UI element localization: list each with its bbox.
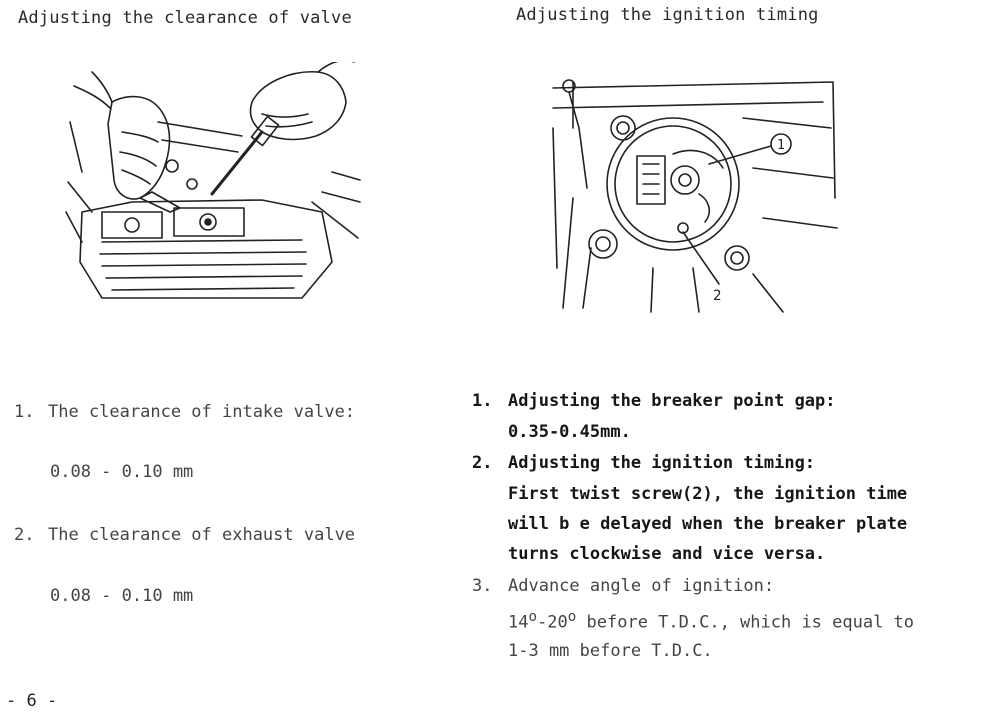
advance-angle-item [472, 576, 774, 596]
exhaust-valve-item [14, 525, 355, 545]
ignition-timing-number: 2. [472, 453, 493, 473]
breaker-gap-label: Adjusting the breaker point gap: [508, 391, 836, 411]
breaker-gap-item [472, 391, 836, 411]
valve-clearance-heading: Adjusting the clearance of valve [18, 8, 352, 28]
valve-adjustment-illustration [62, 62, 362, 308]
callout-1-label: 1 [777, 138, 785, 153]
advance-angle-value [508, 607, 914, 633]
intake-valve-item [14, 402, 355, 422]
intake-valve-value: 0.08 - 0.10 mm [50, 462, 194, 482]
callout-2-label: 2 [713, 288, 722, 304]
angle-from: 14 [508, 612, 529, 633]
page-number: - 6 - [6, 691, 58, 711]
ignition-timing-label: Adjusting the ignition timing: [508, 453, 816, 473]
angle-to: 20 [547, 612, 568, 633]
exhaust-valve-value: 0.08 - 0.10 mm [50, 586, 194, 606]
intake-item-label: The clearance of intake valve: [48, 402, 356, 422]
advance-angle-equivalent: 1-3 mm before T.D.C. [508, 641, 713, 661]
intake-item-number: 1. [14, 402, 35, 422]
ignition-timing-heading: Adjusting the ignition timing [516, 5, 819, 25]
angle-separator: - [537, 612, 548, 633]
exhaust-item-number: 2. [14, 525, 35, 545]
exhaust-item-label: The clearance of exhaust valve [48, 525, 356, 545]
ignition-timing-line-1: First twist screw(2), the ignition time [508, 484, 908, 504]
advance-angle-number: 3. [472, 576, 493, 596]
degree-symbol-2: o [567, 609, 577, 625]
ignition-timing-line-3: turns clockwise and vice versa. [508, 544, 826, 564]
breaker-gap-number: 1. [472, 391, 493, 411]
ignition-timing-item [472, 453, 815, 473]
ignition-timing-line-2: will b e delayed when the breaker plate [508, 514, 908, 534]
advance-angle-label: Advance angle of ignition: [508, 576, 775, 596]
angle-rest: before T.D.C., which is equal to [576, 612, 915, 633]
breaker-gap-value: 0.35-0.45mm. [508, 422, 631, 442]
breaker-point-illustration [543, 68, 839, 314]
degree-symbol-1: o [528, 609, 538, 625]
